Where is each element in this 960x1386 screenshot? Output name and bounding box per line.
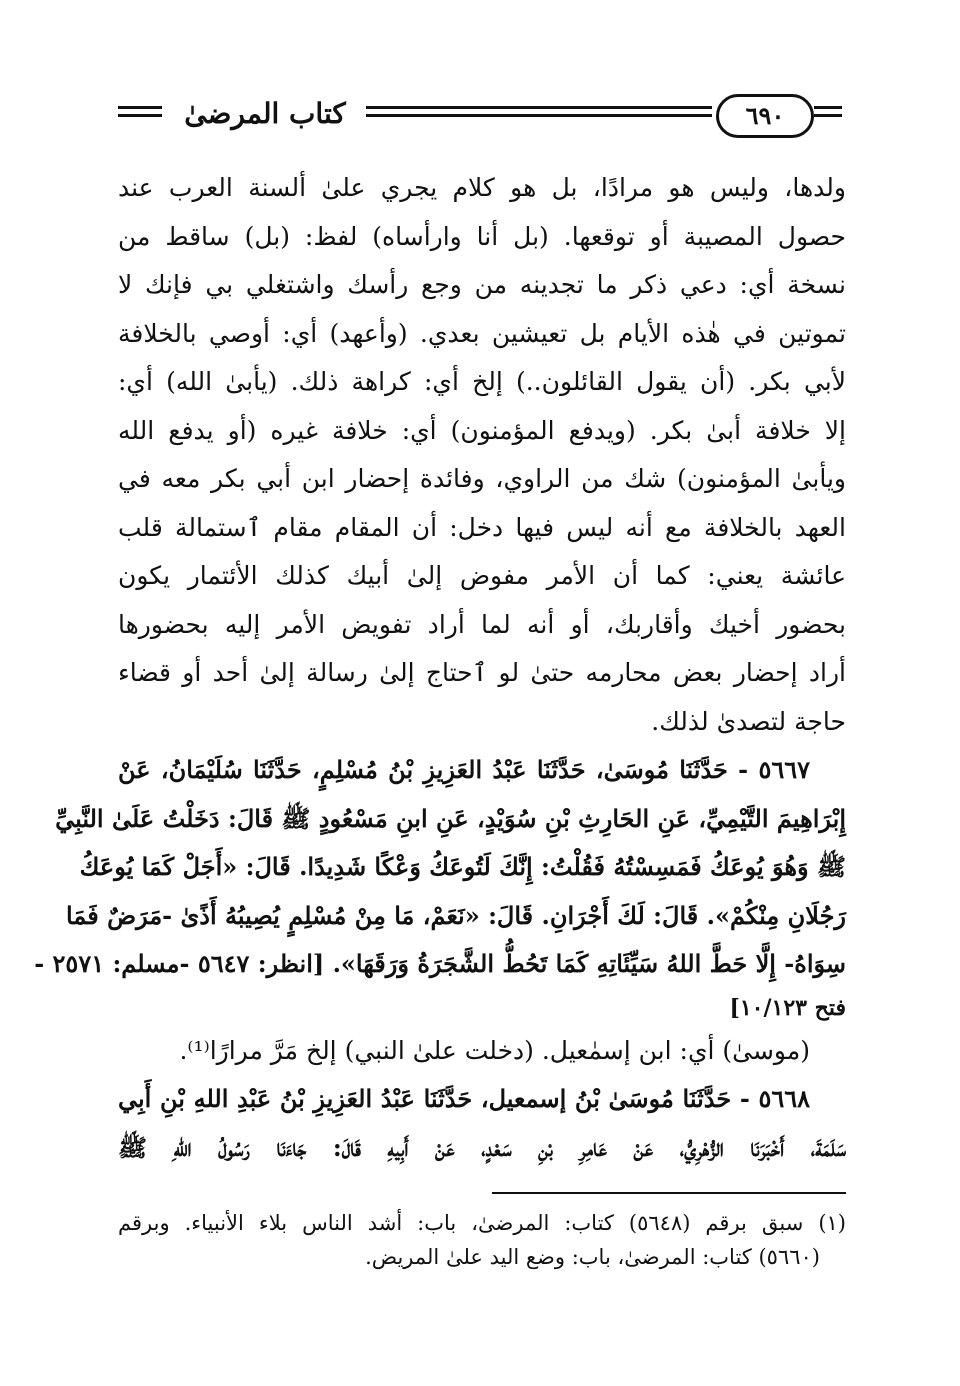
footnotes [118, 1206, 846, 1274]
page-number: ٦٩٠ [716, 94, 814, 138]
page-header [118, 92, 842, 138]
commentary-block-2 [118, 1027, 846, 1076]
text-line: نسخة أي: دعي ذكر ما تجدينه من وجع رأسك واشتغلي بي فإنك لا [118, 270, 846, 299]
commentary-block [118, 164, 846, 746]
hadith-line: رَجُلَانِ مِنْكُمْ». قَالَ: لَكَ أَجْرَانِ. قَالَ: «نَعَمْ، مَا مِنْ مُسْلِمٍ يُصِيبُهُ أَذًىٰ -مَرَضٌ فَمَا [66, 900, 846, 930]
hadith-line: ﷺ وَهُوَ يُوعَكُ فَمَسِسْتُهُ فَقُلْتُ: إِنَّكَ لَتُوعَكُ وَعْكًا شَدِيدًا. قَالَ: «أَجَلْ كَمَا يُوعَكُ [79, 852, 846, 881]
text-line: إلا خلافة أبىٰ بكر. (ويدفع المؤمنون) أي: خلافة غيره (أو يدفع الله [118, 415, 846, 445]
hadith-5667 [34, 746, 846, 1027]
text-line: تموتين في هٰذه الأيام بل تعيشين بعدي. (وأعهد) أي: أوصي بالخلافة [118, 318, 846, 348]
text-line: العهد بالخلافة مع أنه ليس فيها دخل: أن المقام مقام ٱستمالة قلب [118, 512, 846, 542]
text-line: لأبي بكر. (أن يقول القائلون..) إلخ أي: كراهة ذلك. (يأبىٰ الله) أي: [118, 367, 846, 396]
header-rule-right [814, 106, 842, 122]
text-line: ويأبىٰ المؤمنون) شك من الراوي، وفائدة إحضار ابن أبي بكر معه في [118, 464, 846, 493]
footnote-line: (١) سبق برقم (٥٦٤٨) كتاب: المرضىٰ، باب: أشد الناس بلاء الأنبياء. وبرقم [118, 1211, 846, 1235]
text-line: حصول المصيبة أو توقعها. (بل أنا وارأساه) لفظ: (بل) ساقط من [118, 221, 846, 251]
text-line: عائشة يعني: كما أن الأمر مفوض إلىٰ أبيك كذلك الأئتمار يكون [118, 561, 846, 590]
page-body [34, 164, 846, 1172]
hadith-line: ٥٦٦٧ - حَدَّثَنَا مُوسَىٰ، حَدَّثَنَا عَبْدُ العَزِيزِ بْنُ مُسْلِمٍ، حَدَّثَنَا سُلَيْمَانُ، عَنْ [118, 755, 810, 784]
footnote-line: (٥٦٦٠) كتاب: المرضىٰ، باب: وضع اليد علىٰ المريض. [365, 1245, 820, 1269]
text-line: بحضور أخيك وأقاربك، أو أنه لما أراد تفويض الأمر إليه بحضورها [118, 609, 846, 639]
text-line: أراد إحضار بعض محارمه حتىٰ لو ٱحتاج إلىٰ رسالة إلىٰ أحد أو قضاء [118, 658, 846, 687]
header-rule-left [118, 106, 162, 122]
hadith-5668 [118, 1075, 846, 1172]
hadith-line: ٥٦٦٨ - حَدَّثَنَا مُوسَىٰ بْنُ إسمعيل، حَدَّثَنَا عَبْدُ العَزِيزِ بْنُ عَبْدِ اللهِ بْنِ أَبِي [118, 1084, 810, 1113]
text-line: ولدها، وليس هو مرادًا، بل هو كلام يجري علىٰ ألسنة العرب عند [118, 173, 846, 202]
header-rule-middle [366, 106, 712, 122]
hadith-line: سِوَاهُ- إِلَّا حَطَّ اللهُ سَيِّئَاتِهِ كَمَا تَحُطُّ الشَّجَرَةُ وَرَقَهَا». [انظر: ٥٦٤٧ -مسلم: ٢٥٧١ - [34, 949, 846, 978]
hadith-line: سَلَمَةَ، أَخْبَرَنَا الزُّهْرِيُّ، عَنْ عَامِرِ بْنِ سَعْدٍ، عَنْ أَبِيهِ قَالَ: جَاءَنَا رَسُولُ اللهِ ﷺ [118, 1132, 846, 1162]
text-line: (موسىٰ) أي: ابن إسمٰعيل. (دخلت علىٰ النبي) إلخ مَرَّ مرارًا⁽¹⁾. [179, 1035, 810, 1065]
footnote-separator [492, 1192, 846, 1194]
text-line: حاجة لتصدىٰ لذلك. [651, 706, 846, 736]
hadith-line: إِبْرَاهِيمَ التَّيْمِيِّ، عَنِ الحَارِثِ بْنِ سُوَيْدٍ، عَنِ ابنِ مَسْعُودٍ ﷺ قَالَ: دَخَلْتُ عَلَىٰ النَّبِيِّ [55, 803, 846, 833]
book-title: كتاب المرضىٰ [184, 97, 346, 130]
hadith-reference: فتح ١٠/١٢٣] [729, 994, 846, 1021]
